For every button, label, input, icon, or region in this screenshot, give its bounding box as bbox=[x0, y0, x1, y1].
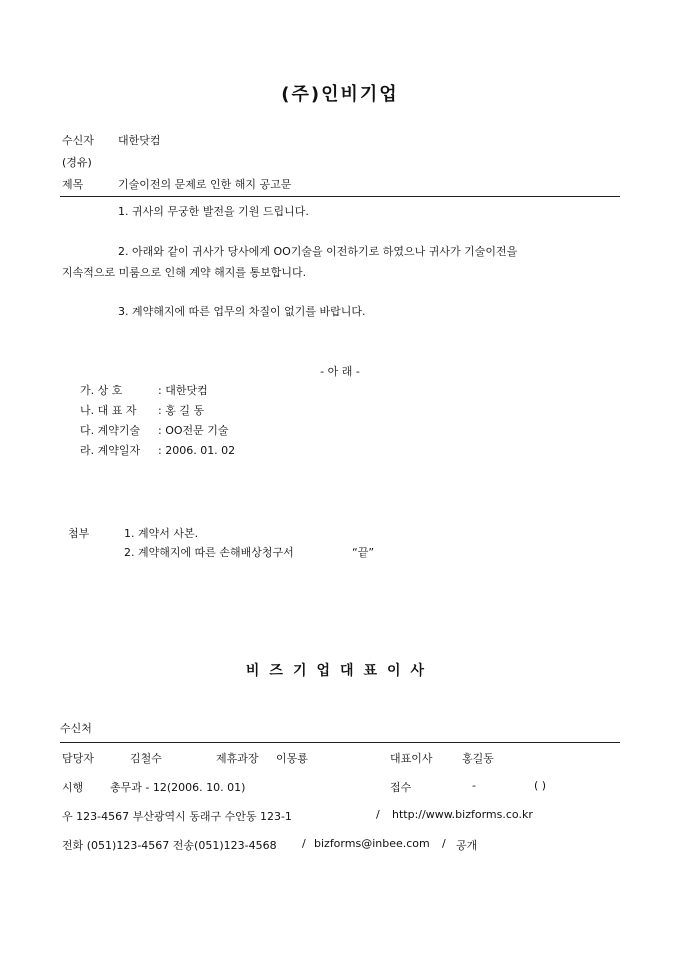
paragraph-2-line-2: 지속적으로 미룸으로 인해 계약 해지를 통보합니다. bbox=[62, 266, 307, 279]
receipt-value: - bbox=[472, 779, 476, 792]
detail-label-ceo: 나. 대 표 자 bbox=[80, 404, 137, 417]
via-label: (경유) bbox=[62, 156, 92, 169]
paragraph-3: 3. 계약해지에 따른 업무의 차질이 없기를 바랍니다. bbox=[118, 305, 366, 318]
manager-name: 이몽룡 bbox=[276, 752, 308, 765]
detail-value-tech: : OO전문 기술 bbox=[158, 424, 229, 437]
detail-value-ceo: : 홍 길 동 bbox=[158, 404, 205, 417]
subject-label: 제목 bbox=[62, 178, 84, 191]
website-link[interactable]: http://www.bizforms.co.kr bbox=[392, 808, 533, 821]
paragraph-1: 1. 귀사의 무궁한 발전을 기원 드립니다. bbox=[118, 205, 309, 218]
email-link[interactable]: bizforms@inbee.com bbox=[314, 837, 430, 850]
email-separator: / bbox=[302, 837, 306, 850]
staff-name: 김철수 bbox=[130, 752, 162, 765]
receipt-label: 접수 bbox=[390, 781, 412, 794]
ceo-label: 대표이사 bbox=[390, 752, 433, 765]
footer-divider bbox=[60, 742, 620, 743]
address-separator: / bbox=[376, 808, 380, 821]
attachment-1: 1. 계약서 사본. bbox=[124, 527, 199, 540]
receipt-paren: ( ) bbox=[534, 779, 547, 792]
detail-label-date: 라. 계약일자 bbox=[80, 444, 141, 457]
paragraph-2-line-1: 2. 아래와 같이 귀사가 당사에게 OO기술을 이전하기로 하였으나 귀사가 기술이전을 bbox=[118, 245, 518, 258]
manager-label: 제휴과장 bbox=[216, 752, 259, 765]
address: 우 123-4567 부산광역시 동래구 수안동 123-1 bbox=[62, 810, 292, 823]
detail-value-date: : 2006. 01. 02 bbox=[158, 444, 236, 457]
detail-label-company: 가. 상 호 bbox=[80, 384, 123, 397]
execution-value: 총무과 - 12(2006. 10. 01) bbox=[110, 781, 246, 794]
subject-value: 기술이전의 문제로 인한 해지 공고문 bbox=[118, 178, 292, 191]
public-separator: / bbox=[442, 837, 446, 850]
end-mark: “끝” bbox=[352, 546, 375, 559]
ceo-name: 홍길동 bbox=[462, 752, 494, 765]
detail-value-company: : 대한닷컴 bbox=[158, 384, 208, 397]
signer-title: 비즈기업대표이사 bbox=[245, 663, 435, 679]
attachment-2: 2. 계약해지에 따른 손해배상청구서 bbox=[124, 546, 294, 559]
execution-label: 시행 bbox=[62, 781, 84, 794]
phone-fax: 전화 (051)123-4567 전송(051)123-4568 bbox=[62, 839, 277, 852]
public-status: 공개 bbox=[456, 839, 478, 852]
attachments-label: 첨부 bbox=[68, 527, 90, 540]
recipient-label: 수신자 bbox=[62, 134, 94, 147]
detail-label-tech: 다. 계약기술 bbox=[80, 424, 141, 437]
document-title: (주)인비기업 bbox=[281, 84, 399, 105]
staff-label: 담당자 bbox=[62, 752, 94, 765]
subject-divider bbox=[60, 196, 620, 197]
destination-label: 수신처 bbox=[60, 722, 92, 735]
recipient-value: 대한닷컴 bbox=[118, 134, 161, 147]
below-heading: - 아 래 - bbox=[320, 365, 360, 378]
